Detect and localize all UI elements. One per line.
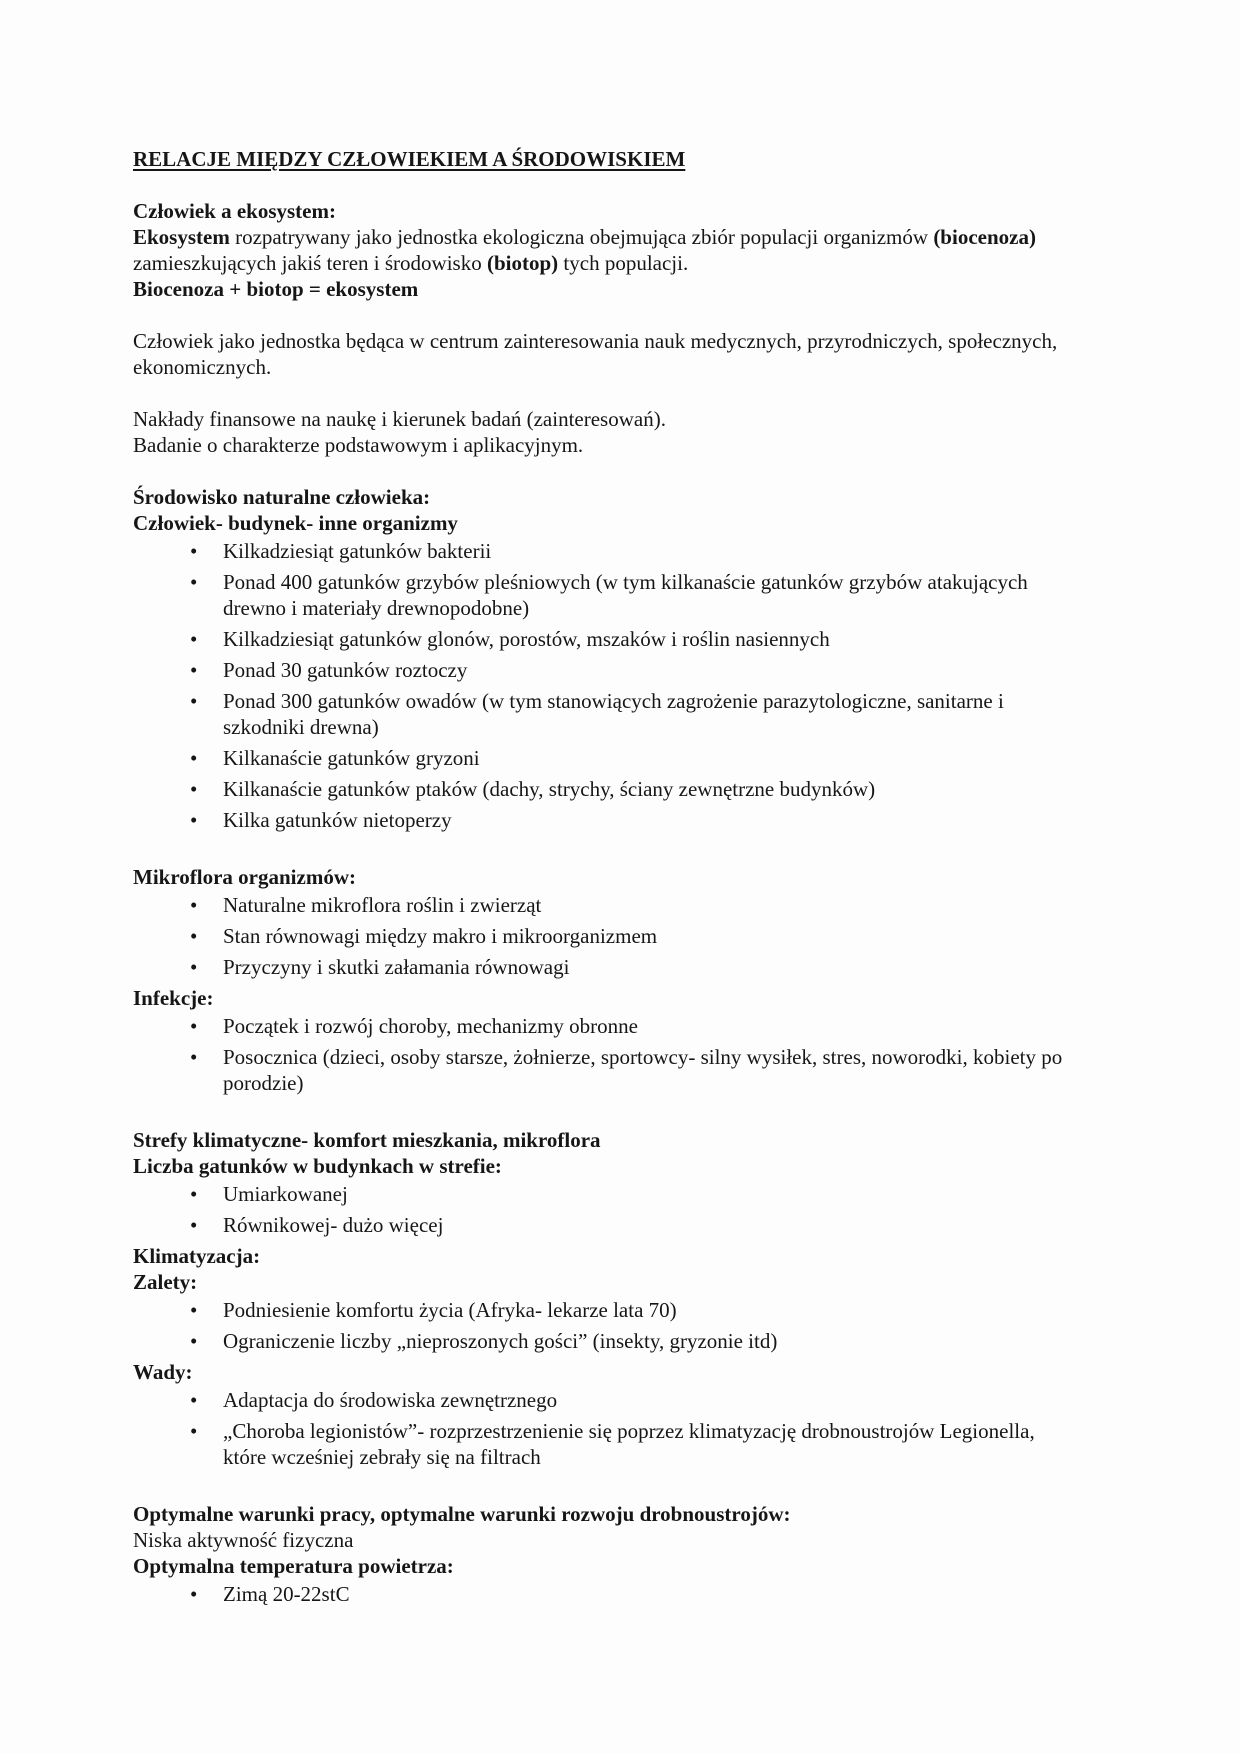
bullet-item bbox=[133, 657, 1075, 683]
text-line bbox=[133, 1527, 1075, 1553]
bullet-item bbox=[133, 923, 1075, 949]
text-run: Badanie o charakterze podstawowym i aplikacyjnym. bbox=[133, 433, 584, 457]
bold-text-run: Mikroflora organizmów: bbox=[133, 865, 356, 889]
bullet-list bbox=[133, 1387, 1075, 1470]
text-line bbox=[133, 1153, 1075, 1179]
bold-text-run: Optymalne warunki pracy, optymalne warunki rozwoju drobnoustrojów: bbox=[133, 1502, 791, 1526]
bullet-text: Kilkanaście gatunków ptaków (dachy, strychy, ściany zewnętrzne budynków) bbox=[223, 777, 876, 801]
bullet-text: Równikowej- dużo więcej bbox=[223, 1213, 444, 1237]
bullet-text: Przyczyny i skutki załamania równowagi bbox=[223, 955, 570, 979]
bullet-text: Stan równowagi między makro i mikroorganizmem bbox=[223, 924, 658, 948]
text-line bbox=[133, 276, 1075, 302]
text-line bbox=[133, 1359, 1075, 1385]
blank-line bbox=[133, 1475, 1075, 1501]
blank-line bbox=[133, 172, 1075, 198]
text-run: Nakłady finansowe na naukę i kierunek badań (zainteresowań). bbox=[133, 407, 666, 431]
bold-text-run: Wady: bbox=[133, 1360, 193, 1384]
bullet-list bbox=[133, 892, 1075, 980]
bullet-item bbox=[133, 569, 1075, 621]
bold-text-run: Zalety: bbox=[133, 1270, 198, 1294]
document-title bbox=[133, 146, 1075, 172]
bullet-item bbox=[133, 626, 1075, 652]
text-line bbox=[133, 484, 1075, 510]
bullet-icon: • bbox=[190, 1298, 198, 1322]
bullet-icon: • bbox=[190, 1213, 198, 1237]
blank-line bbox=[133, 838, 1075, 864]
text-line bbox=[133, 985, 1075, 1011]
bullet-text: Kilkanaście gatunków gryzoni bbox=[223, 746, 480, 770]
bullet-text: Umiarkowanej bbox=[223, 1182, 348, 1206]
bullet-text: Kilkadziesiąt gatunków bakterii bbox=[223, 539, 492, 563]
text-line bbox=[133, 1127, 1075, 1153]
bullet-item bbox=[133, 1581, 1075, 1607]
bullet-list bbox=[133, 1181, 1075, 1238]
bold-text-run: Strefy klimatyczne- komfort mieszkania, mikroflora bbox=[133, 1128, 601, 1152]
text-line bbox=[133, 1243, 1075, 1269]
bullet-icon: • bbox=[190, 689, 198, 713]
bullet-icon: • bbox=[190, 955, 198, 979]
bullet-item bbox=[133, 954, 1075, 980]
bullet-text: „Choroba legionistów”- rozprzestrzenienie się poprzez klimatyzację drobnoustrojów Legionella, które wcześniej zebrały się na filtrach bbox=[223, 1419, 1035, 1469]
bullet-icon: • bbox=[190, 658, 198, 682]
bold-text-run: (biotop) bbox=[486, 251, 559, 275]
bullet-item bbox=[133, 1297, 1075, 1323]
bullet-text: Kilka gatunków nietoperzy bbox=[223, 808, 452, 832]
text-line bbox=[133, 328, 1075, 380]
blank-line bbox=[133, 1101, 1075, 1127]
bullet-text: Kilkadziesiąt gatunków glonów, porostów, mszaków i roślin nasiennych bbox=[223, 627, 830, 651]
text-line bbox=[133, 864, 1075, 890]
bullet-text: Początek i rozwój choroby, mechanizmy obronne bbox=[223, 1014, 638, 1038]
bullet-text: Naturalne mikroflora roślin i zwierząt bbox=[223, 893, 542, 917]
bullet-item bbox=[133, 1328, 1075, 1354]
bullet-item bbox=[133, 776, 1075, 802]
bold-text-run: Infekcje: bbox=[133, 986, 214, 1010]
document-content bbox=[133, 146, 1075, 1607]
bullet-item bbox=[133, 1387, 1075, 1413]
text-line bbox=[133, 406, 1075, 432]
bullet-icon: • bbox=[190, 1419, 198, 1443]
bullet-icon: • bbox=[190, 627, 198, 651]
bullet-text: Ograniczenie liczby „nieproszonych gości” (insekty, gryzonie itd) bbox=[223, 1329, 778, 1353]
bullet-icon: • bbox=[190, 924, 198, 948]
bullet-icon: • bbox=[190, 1388, 198, 1412]
text-run: zamieszkujących jakiś teren i środowisko bbox=[133, 251, 487, 275]
bold-text-run: Człowiek- budynek- inne organizmy bbox=[133, 511, 458, 535]
bold-text-run: Klimatyzacja: bbox=[133, 1244, 261, 1268]
bullet-icon: • bbox=[190, 1045, 198, 1069]
bold-text-run: Optymalna temperatura powietrza: bbox=[133, 1554, 454, 1578]
bold-text-run: Biocenoza + biotop = ekosystem bbox=[133, 277, 419, 301]
text-line bbox=[133, 198, 1075, 224]
bullet-item bbox=[133, 745, 1075, 771]
bullet-text: Ponad 300 gatunków owadów (w tym stanowiących zagrożenie parazytologiczne, sanitarne i szkodniki drewna) bbox=[223, 689, 1004, 739]
bullet-icon: • bbox=[190, 1014, 198, 1038]
bullet-text: Ponad 30 gatunków roztoczy bbox=[223, 658, 468, 682]
bullet-item bbox=[133, 1181, 1075, 1207]
bold-text-run: Ekosystem bbox=[133, 225, 230, 249]
bold-text-run: Liczba gatunków w budynkach w strefie: bbox=[133, 1154, 502, 1178]
bullet-item bbox=[133, 538, 1075, 564]
bullet-text: Podniesienie komfortu życia (Afryka- lekarze lata 70) bbox=[223, 1298, 677, 1322]
bullet-text: Zimą 20-22stC bbox=[223, 1582, 350, 1606]
bullet-icon: • bbox=[190, 1582, 198, 1606]
text-line bbox=[133, 432, 1075, 458]
text-line bbox=[133, 1501, 1075, 1527]
bullet-icon: • bbox=[190, 777, 198, 801]
bullet-icon: • bbox=[190, 539, 198, 563]
bullet-icon: • bbox=[190, 893, 198, 917]
blank-line bbox=[133, 302, 1075, 328]
bullet-icon: • bbox=[190, 570, 198, 594]
bullet-text: Posocznica (dzieci, osoby starsze, żołnierze, sportowcy- silny wysiłek, stres, noworodki, kobiety po porodzie) bbox=[223, 1045, 1063, 1095]
bold-text-run: RELACJE MIĘDZY CZŁOWIEKIEM A ŚRODOWISKIEM bbox=[133, 147, 686, 171]
bold-text-run: (biocenoza) bbox=[933, 225, 1036, 249]
bullet-item bbox=[133, 807, 1075, 833]
blank-line bbox=[133, 380, 1075, 406]
bullet-icon: • bbox=[190, 746, 198, 770]
text-run: tych populacji. bbox=[558, 251, 689, 275]
text-line bbox=[133, 224, 1075, 276]
bullet-list bbox=[133, 1013, 1075, 1096]
text-run: Niska aktywność fizyczna bbox=[133, 1528, 354, 1552]
blank-line bbox=[133, 458, 1075, 484]
bullet-list bbox=[133, 1297, 1075, 1354]
bullet-item bbox=[133, 1418, 1075, 1470]
bullet-item bbox=[133, 1212, 1075, 1238]
bullet-list bbox=[133, 538, 1075, 833]
bullet-item bbox=[133, 1013, 1075, 1039]
bullet-item bbox=[133, 892, 1075, 918]
bullet-item bbox=[133, 1044, 1075, 1096]
bullet-item bbox=[133, 688, 1075, 740]
bullet-list bbox=[133, 1581, 1075, 1607]
bold-text-run: Człowiek a ekosystem: bbox=[133, 199, 336, 223]
bullet-text: Ponad 400 gatunków grzybów pleśniowych (w tym kilkanaście gatunków grzybów atakujących drewno i materiały drewnopodobne) bbox=[223, 570, 1028, 620]
text-run: Człowiek jako jednostka będąca w centrum zainteresowania nauk medycznych, przyrodniczych, społecznych, ekonomicznych. bbox=[133, 329, 1058, 379]
text-line bbox=[133, 1553, 1075, 1579]
text-line bbox=[133, 510, 1075, 536]
bold-text-run: Środowisko naturalne człowieka: bbox=[133, 485, 431, 509]
text-run: rozpatrywany jako jednostka ekologiczna obejmująca zbiór populacji organizmów bbox=[229, 225, 934, 249]
bullet-text: Adaptacja do środowiska zewnętrznego bbox=[223, 1388, 558, 1412]
bullet-icon: • bbox=[190, 1329, 198, 1353]
text-line bbox=[133, 1269, 1075, 1295]
bullet-icon: • bbox=[190, 1182, 198, 1206]
bullet-icon: • bbox=[190, 808, 198, 832]
